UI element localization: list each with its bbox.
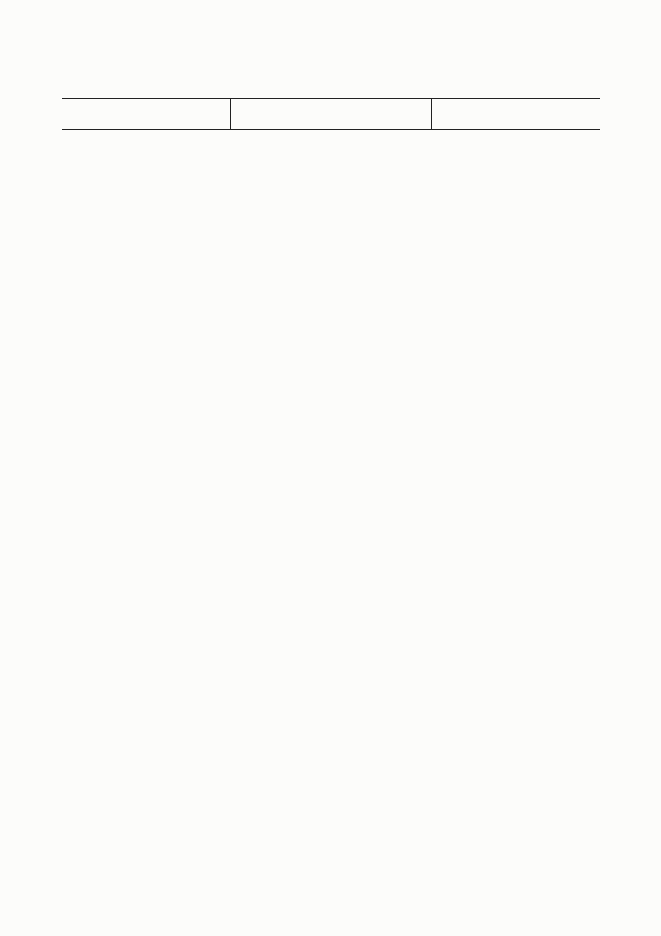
properties-table <box>62 98 600 130</box>
column-header <box>62 99 230 130</box>
section-safety <box>62 491 600 503</box>
column-header <box>230 99 432 130</box>
section-acceptance <box>62 734 600 746</box>
column-header <box>432 99 600 130</box>
